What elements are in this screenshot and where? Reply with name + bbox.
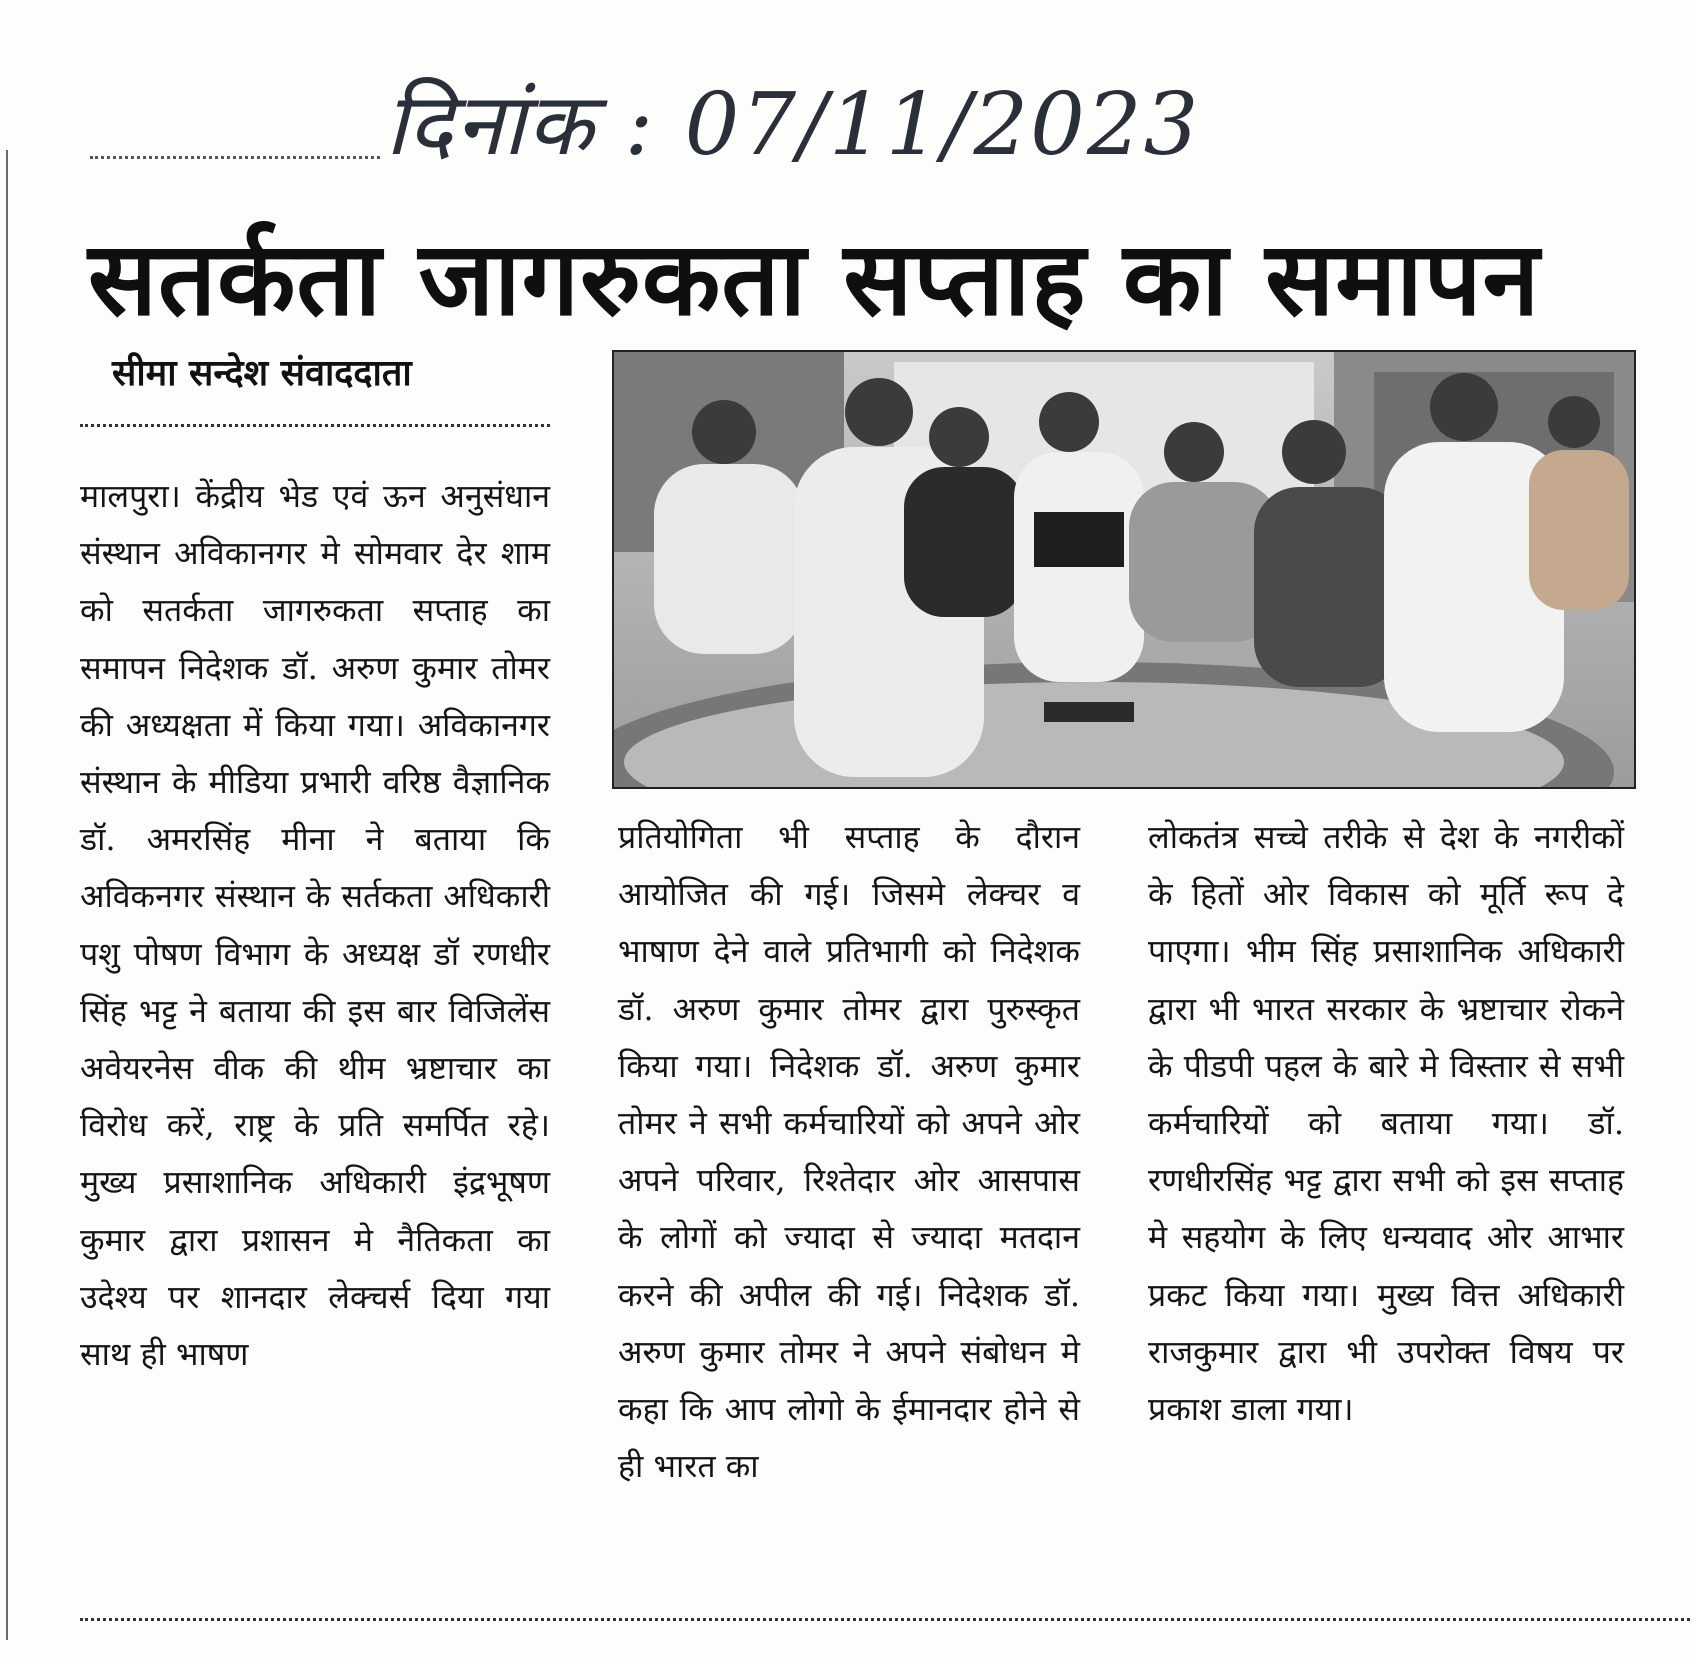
handwritten-date: दिनांक : 07/11/2023: [385, 75, 1201, 175]
group-photo-icon: [614, 352, 1634, 787]
dateline-dotted-rule: [90, 156, 380, 159]
bottom-dotted-rule: [80, 1618, 1690, 1621]
byline-dotted-rule: [80, 424, 550, 427]
news-photo: [612, 350, 1636, 789]
article-column-2: प्रतियोगिता भी सप्ताह के दौरान आयोजित की गई। जिसमे लेक्चर व भाषाण देने वाले प्रतिभागी को निदेशक डॉ. अरुण कुमार तोमर द्वारा पुरुस्कृत किया गया। निदेशक डॉ. अरुण कुमार तोमर ने सभी कर्मचारियों को अपने ओर अपने परिवार, रिश्तेदार ओर आसपास के लोगों को ज्यादा से ज्यादा मतदान करने की अपील की गई। निदेशक डॉ. अरुण कुमार तोमर ने अपने संबोधन मे कहा कि आप लोगो के ईमानदार होने से ही भारत का: [618, 818, 1080, 1486]
article-column-1: मालपुरा। केंद्रीय भेड एवं ऊन अनुसंधान संस्थान अविकानगर मे सोमवार देर शाम को सतर्कता जागरुकता सप्ताह का समापन निदेशक डॉ. अरुण कुमार तोमर की अध्यक्षता में किया गया। अविकानगर संस्थान के मीडिया प्रभारी वरिष्ठ वैज्ञानिक डॉ. अमरसिंह मीना ने बताया कि अविकनगर संस्थान के सर्तकता अधिकारी पशु पोषण विभाग के अध्यक्ष डॉ रणधीर सिंह भट्ट ने बताया की इस बार विजिलेंस अवेयरनेस वीक की थीम भ्रष्टाचार का विरोध करें, राष्ट्र के प्रति समर्पित रहे। मुख्य प्रसाशानिक अधिकारी इंद्रभूषण कुमार द्वारा प्रशासन मे नैतिकता का उदेश्य पर शानदार लेक्चर्स दिया गया साथ ही भाषण: [80, 477, 550, 1374]
article-byline: सीमा सन्देश संवाददाता: [112, 353, 412, 394]
article-column-3: लोकतंत्र सच्चे तरीके से देश के नगरीकों के हितों ओर विकास को मूर्ति रूप दे पाएगा। भीम सिंह प्रसाशानिक अधिकारी द्वारा भी भारत सरकार के भ्रष्टाचार रोकने के पीडपी पहल के बारे मे विस्तार से सभी कर्मचारियों को बताया गया। डॉ. रणधीरसिंह भट्ट द्वारा सभी को इस सप्ताह मे सहयोग के लिए धन्यवाद ओर आभार प्रकट किया गया। मुख्य वित्त अधिकारी राजकुमार द्वारा भी उपरोक्त विषय पर प्रकाश डाला गया।: [1148, 818, 1624, 1429]
page-edge-rule: [6, 150, 8, 1640]
article-headline: सतर्कता जागरुकता सप्ताह का समापन: [88, 220, 1541, 339]
